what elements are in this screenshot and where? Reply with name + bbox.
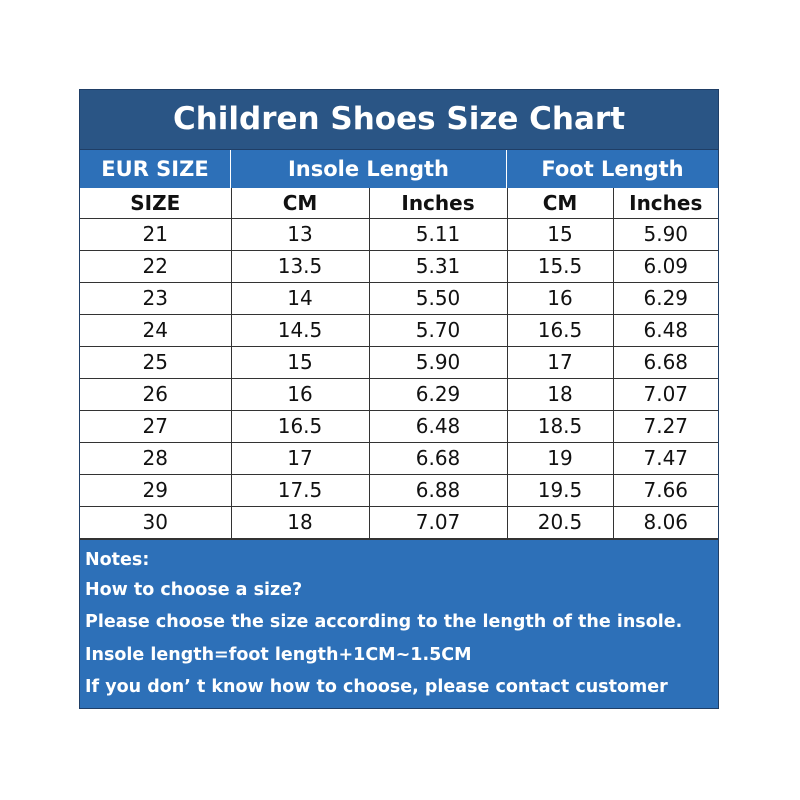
cell-insole-cm: 17.5: [231, 474, 369, 506]
chart-title: Children Shoes Size Chart: [80, 90, 718, 150]
table-row: [80, 474, 718, 506]
cell-foot-inches: 6.29: [613, 282, 718, 314]
cell-insole-inches: 5.31: [369, 250, 507, 282]
table-row: [80, 314, 718, 346]
table-row: [80, 250, 718, 282]
cell-insole-cm: 14: [231, 282, 369, 314]
notes-instruction: Please choose the size according to the length of the insole.: [85, 612, 683, 633]
cell-foot-inches: 6.09: [613, 250, 718, 282]
cell-foot-cm: 20.5: [507, 506, 613, 538]
cell-insole-cm: 15: [231, 346, 369, 378]
notes-heading: Notes:: [85, 549, 150, 570]
table-row: [80, 218, 718, 250]
cell-insole-cm: 13: [231, 218, 369, 250]
cell-insole-cm: 14.5: [231, 314, 369, 346]
cell-foot-cm: 15.5: [507, 250, 613, 282]
cell-eur-size: 27: [80, 410, 231, 442]
notes-panel: [80, 539, 718, 708]
cell-foot-inches: 7.27: [613, 410, 718, 442]
cell-insole-inches: 6.88: [369, 474, 507, 506]
sub-header-insole-inches: Inches: [369, 188, 507, 218]
cell-foot-inches: 8.06: [613, 506, 718, 538]
cell-eur-size: 25: [80, 346, 231, 378]
cell-insole-inches: 6.68: [369, 442, 507, 474]
cell-eur-size: 21: [80, 218, 231, 250]
cell-insole-cm: 16.5: [231, 410, 369, 442]
sub-header-foot-inches: Inches: [613, 188, 718, 218]
cell-eur-size: 30: [80, 506, 231, 538]
cell-insole-inches: 5.11: [369, 218, 507, 250]
cell-insole-inches: 5.70: [369, 314, 507, 346]
cell-foot-inches: 7.66: [613, 474, 718, 506]
notes-formula: Insole length=foot length+1CM~1.5CM: [85, 644, 472, 665]
size-table: [80, 188, 718, 539]
sub-header-insole-cm: CM: [231, 188, 369, 218]
cell-eur-size: 28: [80, 442, 231, 474]
cell-insole-inches: 6.48: [369, 410, 507, 442]
cell-eur-size: 24: [80, 314, 231, 346]
cell-foot-cm: 16: [507, 282, 613, 314]
cell-insole-cm: 18: [231, 506, 369, 538]
cell-foot-cm: 18.5: [507, 410, 613, 442]
sub-header-row: [80, 188, 718, 218]
cell-foot-cm: 15: [507, 218, 613, 250]
cell-foot-cm: 19.5: [507, 474, 613, 506]
table-row: [80, 346, 718, 378]
cell-eur-size: 23: [80, 282, 231, 314]
sub-header-foot-cm: CM: [507, 188, 613, 218]
table-row: [80, 442, 718, 474]
notes-question: How to choose a size?: [85, 579, 303, 600]
table-row: [80, 506, 718, 538]
cell-insole-inches: 5.50: [369, 282, 507, 314]
cell-foot-inches: 5.90: [613, 218, 718, 250]
cell-insole-inches: 6.29: [369, 378, 507, 410]
cell-eur-size: 29: [80, 474, 231, 506]
table-row: [80, 378, 718, 410]
cell-foot-inches: 6.68: [613, 346, 718, 378]
cell-eur-size: 22: [80, 250, 231, 282]
cell-foot-inches: 7.07: [613, 378, 718, 410]
cell-foot-cm: 19: [507, 442, 613, 474]
sub-header-size: SIZE: [80, 188, 231, 218]
cell-foot-cm: 17: [507, 346, 613, 378]
cell-insole-cm: 13.5: [231, 250, 369, 282]
group-header-insole-length: Insole Length: [231, 150, 507, 188]
group-header-row: [80, 150, 718, 188]
cell-eur-size: 26: [80, 378, 231, 410]
cell-insole-inches: 7.07: [369, 506, 507, 538]
group-header-foot-length: Foot Length: [541, 157, 684, 181]
cell-foot-cm: 16.5: [507, 314, 613, 346]
size-chart: [79, 89, 719, 709]
notes-contact: If you don’ t know how to choose, please contact customer: [85, 677, 668, 698]
table-row: [80, 410, 718, 442]
cell-foot-inches: 6.48: [613, 314, 718, 346]
cell-insole-cm: 17: [231, 442, 369, 474]
table-row: [80, 282, 718, 314]
cell-insole-cm: 16: [231, 378, 369, 410]
cell-foot-inches: 7.47: [613, 442, 718, 474]
cell-insole-inches: 5.90: [369, 346, 507, 378]
group-header-eur-size: EUR SIZE: [80, 150, 231, 188]
cell-foot-cm: 18: [507, 378, 613, 410]
